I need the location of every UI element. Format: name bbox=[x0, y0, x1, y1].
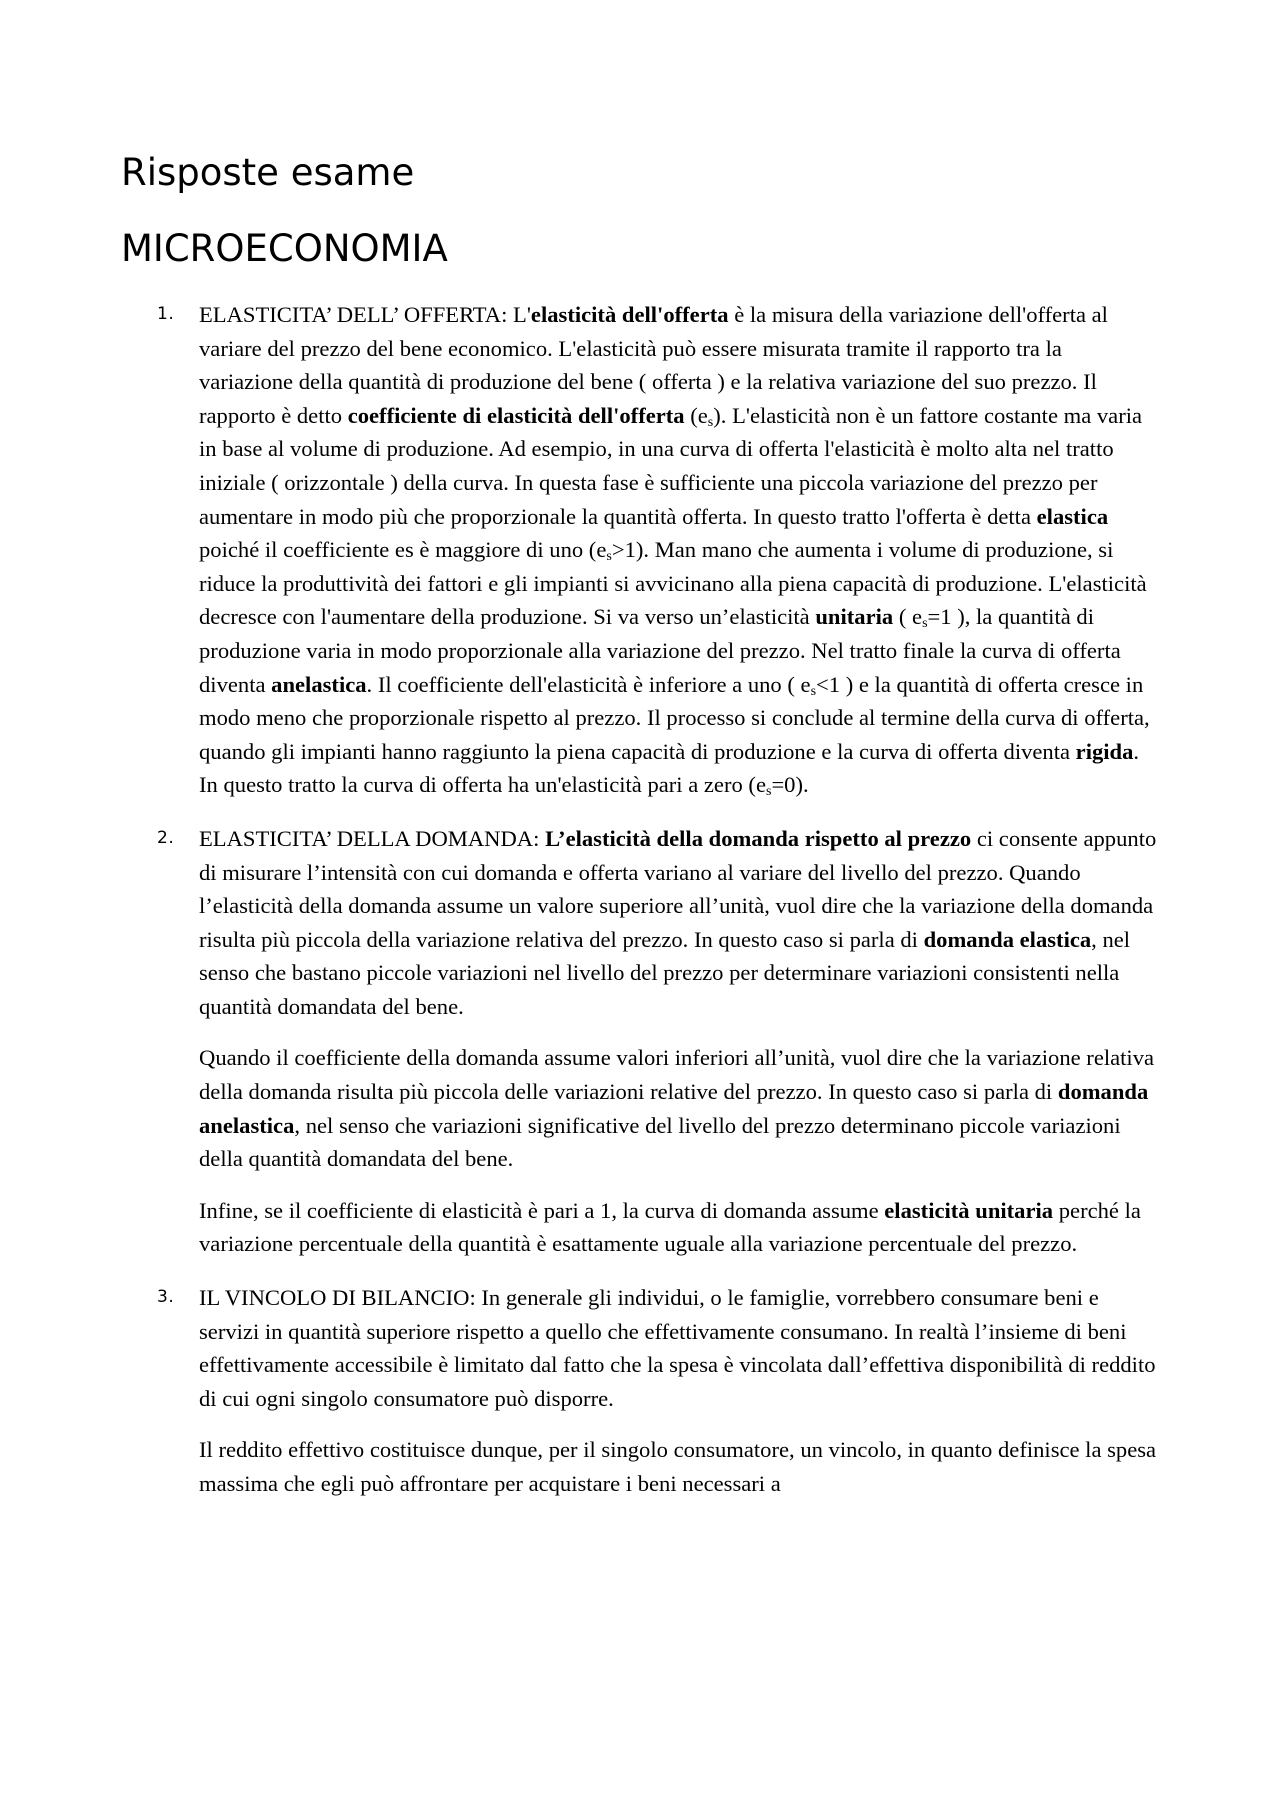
bold-term: domanda anelastica bbox=[199, 1079, 1149, 1138]
text-run: è la misura della variazione dell'offerta al variare del prezzo del bene economico. L'elasticità può essere misurata tramite il rapporto tra la variazione della quantità di produzione del bene ( offerta ) e la relativa variazione del suo prezzo. Il rapporto è detto bbox=[199, 302, 1108, 428]
text-run: (e bbox=[684, 402, 708, 428]
bold-term: domanda elastica bbox=[923, 926, 1092, 952]
paragraph bbox=[199, 298, 1159, 802]
text-run: ( e bbox=[893, 604, 923, 630]
bold-term: L’elasticità della domanda rispetto al prezzo bbox=[545, 825, 972, 851]
item-heading: IL VINCOLO DI BILANCIO: bbox=[199, 1285, 476, 1311]
item-number: 3. bbox=[157, 1287, 175, 1308]
paragraph bbox=[199, 822, 1159, 1024]
item-heading: ELASTICITA’ DELL’ OFFERTA: bbox=[199, 302, 508, 327]
text-run: <1 ) e la quantità di offerta cresce in modo meno che proporzionale rispetto al prezzo. Il processo si conclude al termine della curva di offerta, quando gli impianti hanno raggiunto la piena capacità di produzione e la curva di offerta diventa bbox=[199, 671, 1150, 764]
paragraph bbox=[199, 1281, 1159, 1415]
text-run: In generale gli individui, o le famiglie, vorrebbero consumare beni e servizi in quantità superiore rispetto a quello che effettivamente consumano. In realtà l’insieme di beni effettivamente accessibile è limitato dal fatto che la spesa è vincolata dall’effettiva disponibilità di reddito di cui ogni singolo consumatore può disporre. bbox=[199, 1285, 1156, 1411]
document-title: Risposte esame bbox=[121, 151, 415, 194]
text-run: Quando il coefficiente della domanda assume valori inferiori all’unità, vuol dire che la variazione relativa della domanda risulta più piccola delle variazioni relative del prezzo. In questo caso si parla di bbox=[199, 1045, 1155, 1105]
text-run: L' bbox=[513, 302, 531, 327]
bold-term: coefficiente di elasticità dell'offerta bbox=[347, 402, 685, 428]
list-item bbox=[157, 298, 1159, 802]
document-subtitle: MICROECONOMIA bbox=[121, 227, 448, 270]
list-item bbox=[157, 1281, 1159, 1501]
text-run: , nel senso che bastano piccole variazioni nel livello del prezzo per determinare variazioni consistenti nella quantità domandata del bene. bbox=[199, 926, 1131, 1019]
answers-list bbox=[157, 298, 1159, 1521]
subscript: s bbox=[810, 683, 817, 699]
bold-term: elasticità dell'offerta bbox=[530, 302, 729, 327]
list-item bbox=[157, 822, 1159, 1261]
subscript: s bbox=[765, 784, 772, 800]
text-run: . Il coefficiente dell'elasticità è inferiore a uno ( e bbox=[366, 671, 811, 697]
bold-term: unitaria bbox=[815, 604, 894, 630]
paragraph bbox=[199, 1433, 1159, 1500]
text-run: Infine, se il coefficiente di elasticità è pari a 1, la curva di domanda assume bbox=[199, 1197, 885, 1223]
text-run: poiché il coefficiente es è maggiore di uno (e bbox=[199, 537, 607, 563]
paragraph bbox=[199, 1194, 1159, 1261]
subscript: s bbox=[922, 616, 928, 632]
text-run: ci consente appunto di misurare l’intensità con cui domanda e offerta variano al variare del livello del prezzo. Quando l’elasticità della domanda assume un valore superiore all’unità, vuol dire che la variazione della domanda risulta più piccola della variazione relativa del prezzo. In questo caso si parla di bbox=[199, 825, 1157, 952]
text-run: perché la variazione percentuale della quantità è esattamente uguale alla variazione percentuale del prezzo. bbox=[199, 1197, 1141, 1257]
bold-term: rigida bbox=[1075, 738, 1134, 764]
text-run: . In questo tratto la curva di offerta ha un'elasticità pari a zero (e bbox=[199, 738, 1140, 798]
text-run: >1). Man mano che aumenta i volume di produzione, si riduce la produttività dei fattori e gli impianti si avvicinano alla piena capacità di produzione. L'elasticità decresce con l'aumentare della produzione. Si va verso un’elasticità bbox=[199, 537, 1147, 630]
item-heading: ELASTICITA’ DELLA DOMANDA: bbox=[199, 825, 540, 851]
item-number: 2. bbox=[157, 827, 175, 848]
subscript: s bbox=[606, 549, 612, 565]
text-run: ). L'elasticità non è un fattore costante ma varia in base al volume di produzione. Ad esempio, in una curva di offerta l'elasticità è molto alta nel tratto iniziale ( orizzontale ) della curva. In questa fase è sufficiente una piccola variazione del prezzo per aumentare in modo più che proporzionale la quantità offerta. In questo tratto l'offerta è detta bbox=[199, 402, 1143, 529]
paragraph bbox=[199, 1041, 1159, 1175]
bold-term: anelastica bbox=[271, 671, 367, 697]
item-number: 1. bbox=[157, 304, 175, 324]
bold-term: elastica bbox=[1036, 503, 1109, 529]
text-run: , nel senso che variazioni significative del livello del prezzo determinano piccole variazioni della quantità domandata del bene. bbox=[199, 1112, 1121, 1172]
subscript: s bbox=[707, 414, 714, 430]
bold-term: elasticità unitaria bbox=[884, 1197, 1054, 1223]
text-run: =1 ), la quantità di produzione varia in modo proporzionale alla variazione del prezzo. Nel tratto finale la curva di offerta diventa bbox=[199, 604, 1121, 697]
text-run: =0). bbox=[771, 772, 809, 798]
text-run: Il reddito effettivo costituisce dunque, per il singolo consumatore, un vincolo, in quanto definisce la spesa massima che egli può affrontare per acquistare i beni necessari a bbox=[199, 1437, 1157, 1496]
